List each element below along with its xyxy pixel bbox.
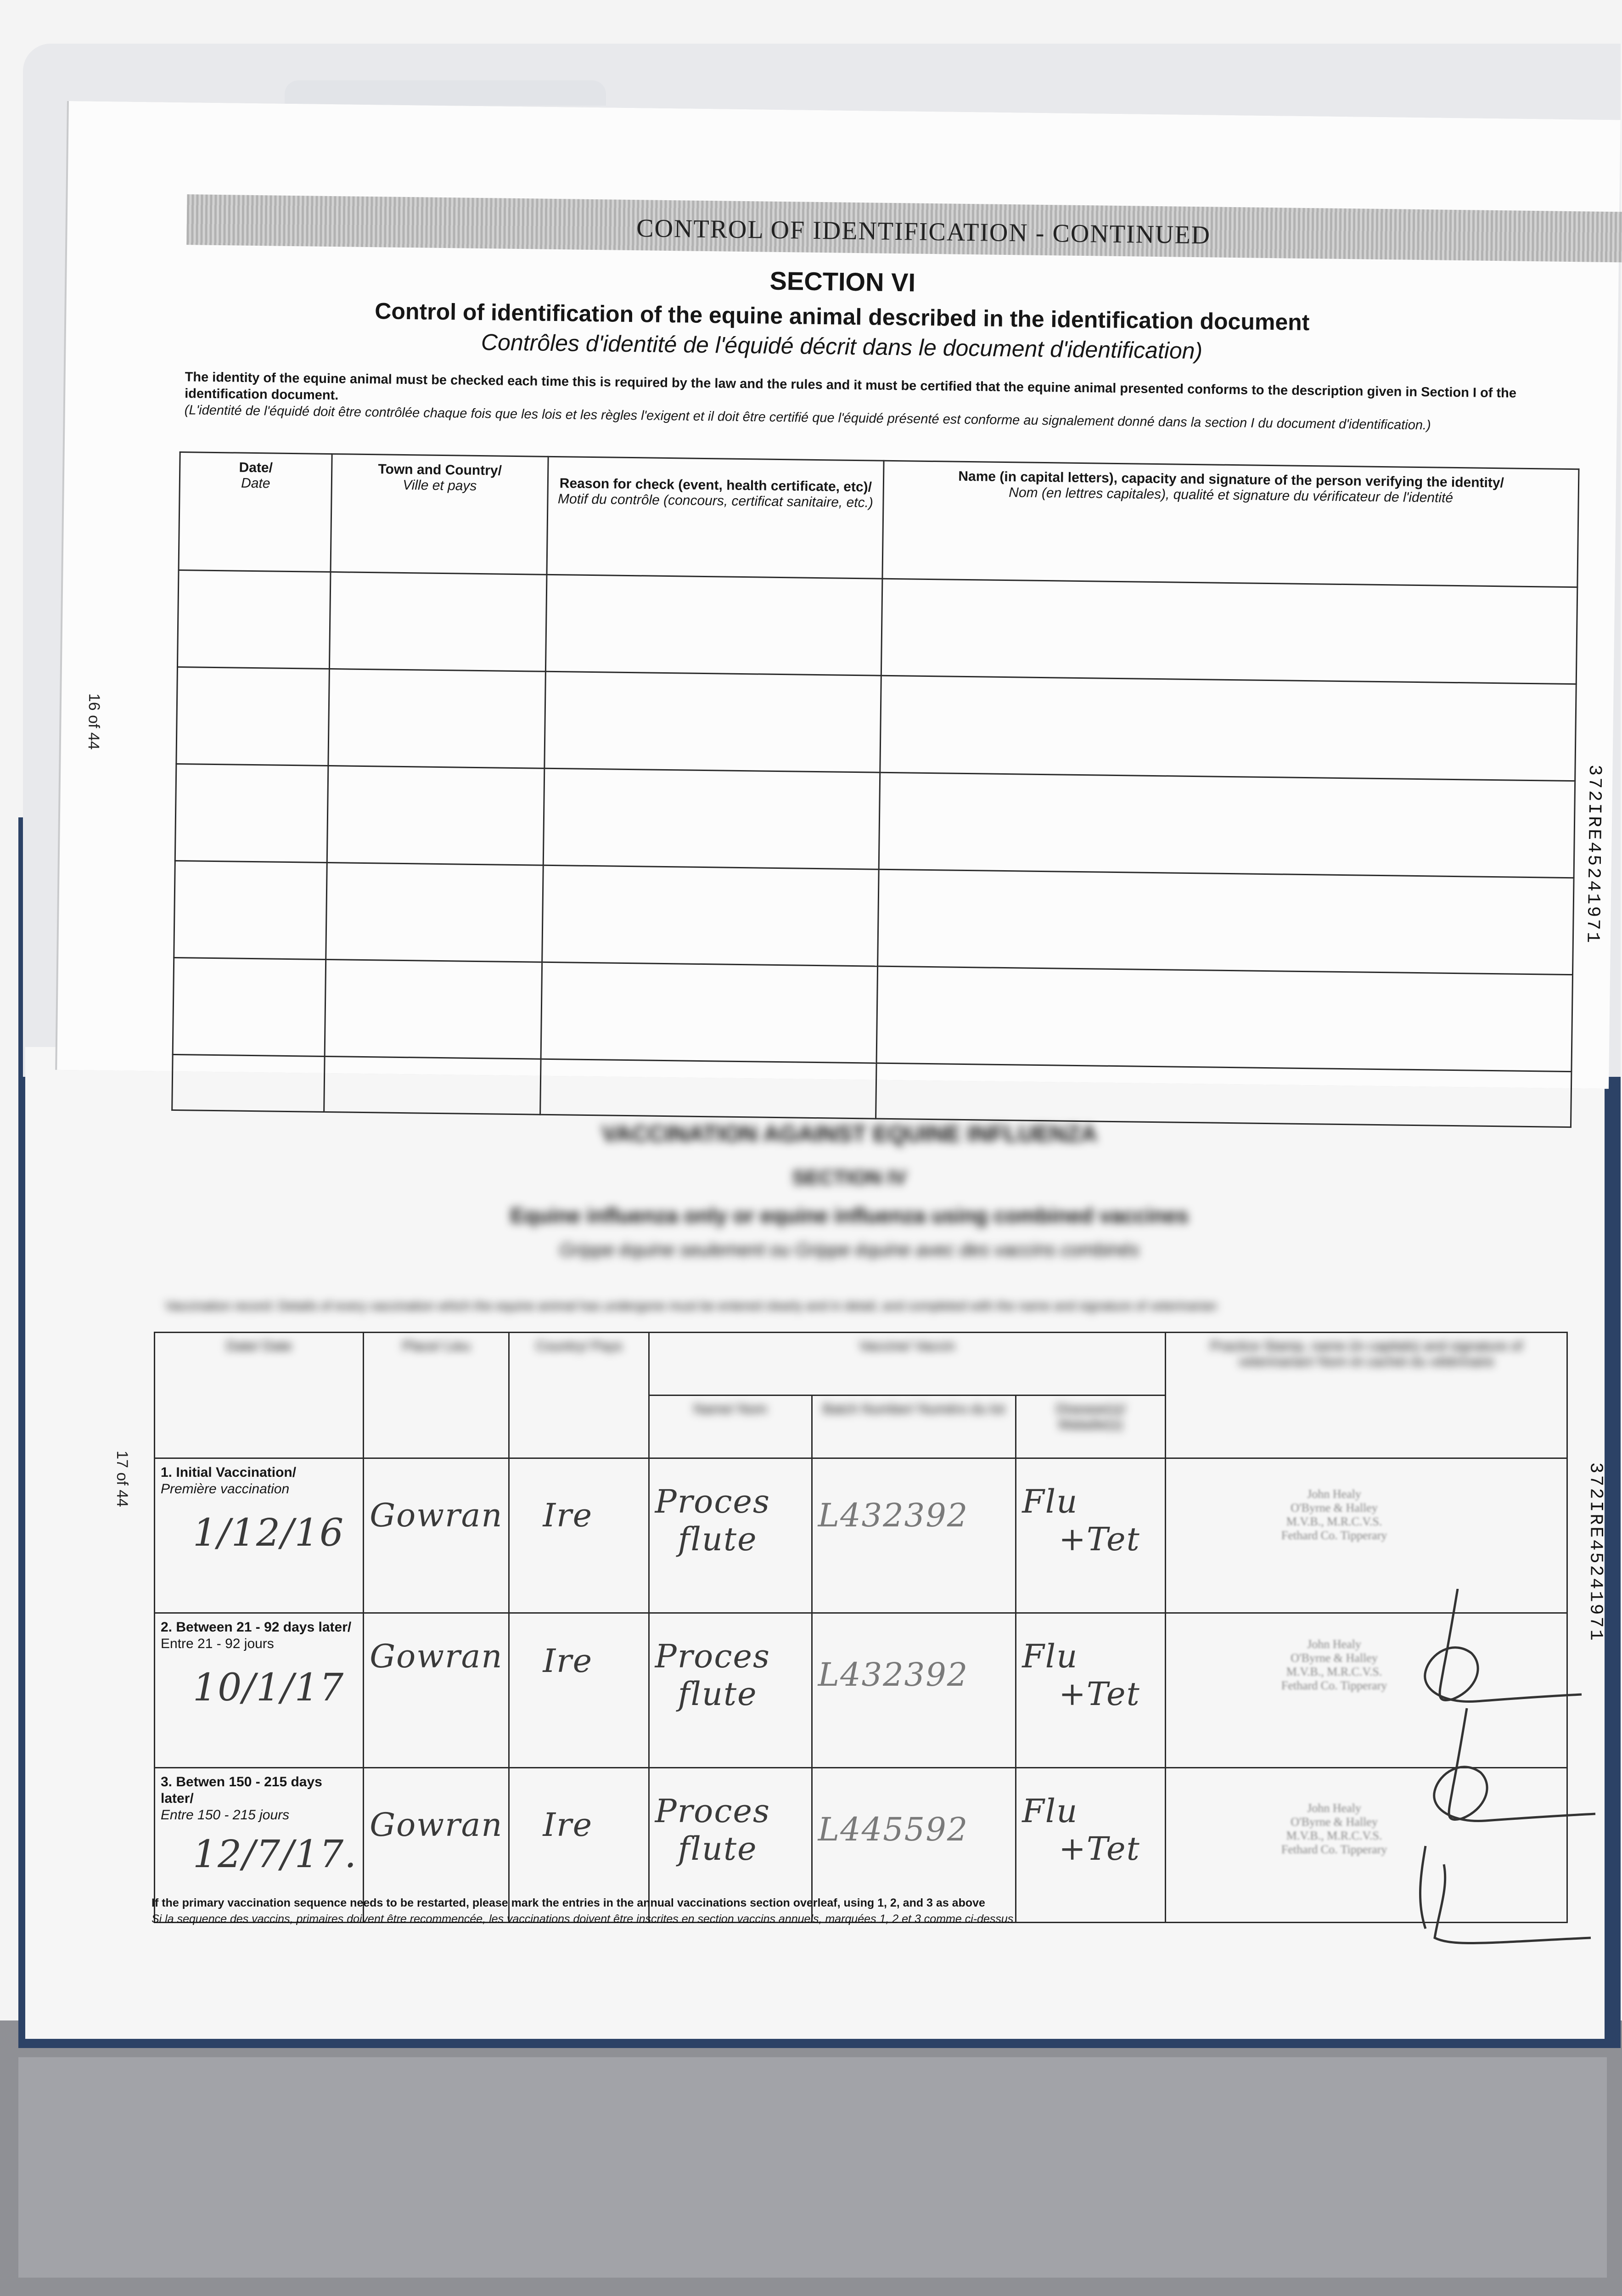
sleeve-tab — [285, 80, 606, 106]
blurred-header: VACCINATION AGAINST EQUINE INFLUENZA — [601, 1121, 1097, 1147]
section-title: SECTION VI — [769, 266, 916, 297]
table-row — [176, 667, 1576, 781]
footer-note-fr: Si la sequence des vaccins, primaires doivent être recommencée, les vaccinations doivent être inscrites en section vaccins annuels, marquées 1, 2 et 3 comme ci-dessus — [152, 1913, 1014, 1925]
identification-check-table — [171, 451, 1579, 1128]
col-reason: Reason for check (event, health certificate, etc)/ Motif du contrôle (concours, certificat sanitaire, etc.) — [547, 456, 884, 579]
side-code-16: 372IRE45241971 — [1582, 764, 1605, 945]
row3-name-1: Proces — [655, 1792, 770, 1830]
row2-date: 10/1/17 — [193, 1666, 345, 1710]
col-vaccine-name: Name/ Nom — [649, 1396, 812, 1458]
vaccination-row-2 — [155, 1613, 1567, 1768]
row2-name-2: flute — [678, 1675, 758, 1713]
col-town-country: Town and Country/ Ville et pays — [331, 454, 548, 575]
page-16 — [57, 101, 1621, 1089]
row2-place: Gowran — [370, 1638, 503, 1675]
row3-stamp: John Healy O'Byrne & Halley M.V.B., M.R.C.V.S. Fethard Co. Tipperary — [1281, 1801, 1387, 1856]
col-practice: Practice Stamp, name (in capitals) and signature of veterinarian/ Nom et cachet du vétérinaire — [1166, 1333, 1567, 1458]
row2-label-fr: Entre 21 - 92 jours — [161, 1636, 274, 1651]
page-number-16: 16 of 44 — [84, 693, 103, 750]
row1-place: Gowran — [370, 1497, 503, 1534]
row2-date-cell — [155, 1613, 364, 1768]
table-row — [173, 957, 1572, 1071]
subtitle-en: Control of identification of the equine animal described in the identification document — [375, 298, 1310, 336]
blurred-subtitle-en: Equine influenza only or equine influenza using combined vaccines — [510, 1204, 1189, 1227]
row2-disease-1: Flu — [1022, 1638, 1078, 1675]
row3-date: 12/7/17. — [193, 1833, 358, 1876]
row1-label-fr: Première vaccination — [161, 1481, 290, 1497]
col-date: Date/ Date — [179, 452, 332, 572]
col-disease: Disease(s)/ Maladie(s) — [1016, 1396, 1166, 1458]
row3-place: Gowran — [370, 1806, 503, 1844]
table-row — [175, 764, 1575, 878]
col-vaccine: Vaccine/ Vaccin — [649, 1333, 1166, 1396]
section-header-bar — [186, 194, 1622, 263]
row1-name-1: Proces — [655, 1483, 770, 1520]
row1-name-2: flute — [678, 1520, 758, 1558]
table-row — [174, 861, 1574, 974]
row1-disease-1: Flu — [1022, 1483, 1078, 1520]
row2-label: 2. Between 21 - 92 days later/ — [161, 1620, 352, 1635]
vaccination-table — [154, 1332, 1568, 1923]
col-verifier: Name (in capital letters), capacity and signature of the person verifying the identity/ Nom (en lettres capitales), qualité et signature du vérificateur de l'identité — [882, 461, 1579, 587]
row3-batch: L445592 — [818, 1811, 969, 1848]
intro-fr: (L'identité de l'équidé doit être contrôlée chaque fois que les lois et les règles l'exigent et il doit être certifié que l'équidé présenté est conforme au signalement donné dans la section I du document d'identification.) — [184, 403, 1431, 433]
side-code-17: 372IRE45241971 — [1585, 1462, 1606, 1643]
row1-batch: L432392 — [818, 1497, 969, 1534]
vaccination-row-1 — [155, 1458, 1567, 1613]
row3-name-2: flute — [678, 1830, 758, 1868]
row1-date: 1/12/16 — [193, 1511, 345, 1555]
row3-label-fr: Entre 150 - 215 jours — [161, 1807, 290, 1823]
intro-text — [185, 369, 1590, 435]
row1-label: 1. Initial Vaccination/ — [161, 1465, 297, 1480]
row2-name-1: Proces — [655, 1638, 770, 1675]
col-place: Place/ Lieu — [364, 1333, 509, 1458]
row2-disease-2: +Tet — [1059, 1675, 1140, 1713]
scanner-background-inner — [18, 2057, 1607, 2278]
row1-country: Ire — [543, 1497, 593, 1534]
footer-note-en: If the primary vaccination sequence needs to be restarted, please mark the entries in the annual vaccinations section overleaf, using 1, 2, and 3 as above — [152, 1896, 985, 1909]
intro-en: The identity of the equine animal must be checked each time this is required by the law and the rules and it must be certified that the equine animal presented conforms to the description given in Section I of the identification document. — [185, 370, 1517, 403]
subtitle-fr: Contrôles d'identité de l'équidé décrit dans le document d'identification) — [481, 329, 1203, 364]
table-row — [177, 570, 1577, 684]
col-country: Country/ Pays — [509, 1333, 649, 1458]
row2-stamp: John Healy O'Byrne & Halley M.V.B., M.R.C.V.S. Fethard Co. Tipperary — [1281, 1638, 1387, 1692]
row1-date-cell — [155, 1458, 364, 1613]
blurred-subtitle-fr: Grippe équine seulement ou Grippe équine avec des vaccins combinés — [559, 1240, 1139, 1260]
row3-disease-2: +Tet — [1059, 1830, 1140, 1868]
row3-country: Ire — [543, 1806, 593, 1844]
row1-disease-2: +Tet — [1059, 1520, 1140, 1558]
row2-batch: L432392 — [818, 1656, 969, 1694]
row3-label: 3. Betwen 150 - 215 days later/ — [161, 1774, 322, 1806]
page-number-17: 17 of 44 — [113, 1450, 131, 1507]
blurred-intro: Vaccination record: Details of every vaccination which the equine animal has undergone must be entered clearly and in detail, and completed with the name and signature of veterinarian — [165, 1299, 1217, 1313]
page-17 — [25, 1047, 1605, 2039]
col-batch: Batch Number/ Numéro du lot — [812, 1396, 1016, 1458]
row3-disease-1: Flu — [1022, 1792, 1078, 1830]
row1-stamp: John Healy O'Byrne & Halley M.V.B., M.R.C.V.S. Fethard Co. Tipperary — [1281, 1487, 1387, 1542]
blurred-section: SECTION IV — [792, 1166, 907, 1189]
row2-country: Ire — [543, 1642, 593, 1680]
col-date: Date/ Date — [155, 1333, 364, 1458]
section-header-title: CONTROL OF IDENTIFICATION - CONTINUED — [636, 214, 1211, 250]
